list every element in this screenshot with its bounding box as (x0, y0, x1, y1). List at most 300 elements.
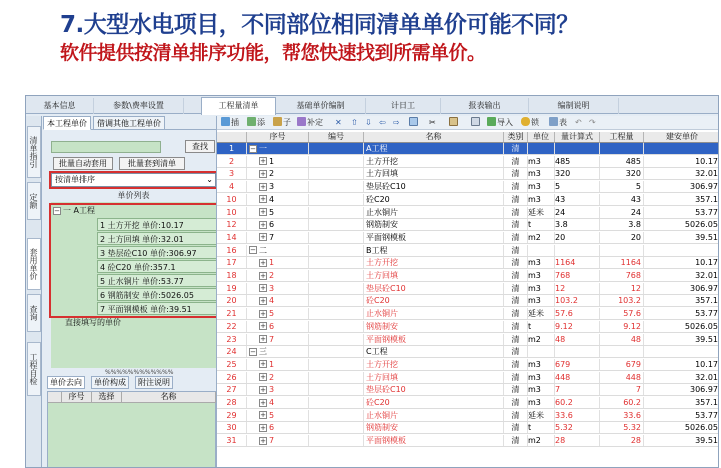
cell-f[interactable]: 103.2 (555, 295, 600, 306)
expand-icon[interactable]: + (260, 258, 266, 267)
cell-name[interactable]: 垫层砼C10 (364, 283, 504, 294)
cell-unit[interactable]: m3 (528, 384, 555, 395)
tab-price-usage[interactable]: 单价去向 (47, 376, 85, 389)
batch-apply-to-list-button[interactable]: 批量套到清单 (119, 157, 185, 170)
cell-seq[interactable]: + 7 (247, 334, 309, 345)
cell-name[interactable]: 土方回填 (364, 372, 504, 383)
cell-name[interactable]: 止水铜片 (364, 308, 504, 319)
cell-n: 12 (217, 219, 247, 230)
move-up-icon[interactable]: ⇧ (351, 118, 358, 127)
cell-f[interactable]: 7 (555, 384, 600, 395)
cell-f[interactable]: 28 (555, 435, 600, 446)
cell-cat[interactable]: 清 (504, 422, 528, 433)
cell-cat[interactable]: 清 (504, 245, 528, 256)
cell-seq[interactable]: + 6 (247, 422, 309, 433)
table-row[interactable] (217, 397, 719, 409)
table-row[interactable] (217, 245, 719, 257)
cell-q[interactable]: 3.8 (600, 219, 644, 230)
cell-q[interactable]: 33.6 (600, 410, 644, 421)
cell-f[interactable]: 9.12 (555, 321, 600, 332)
cell-seq[interactable]: + 7 (247, 232, 309, 243)
cell-p[interactable]: 5026.05 (644, 422, 719, 433)
vtab-apply-price[interactable]: 套用单价 (27, 238, 41, 290)
cell-p[interactable]: 39.51 (644, 232, 719, 243)
expand-icon[interactable]: + (260, 423, 266, 432)
cell-seq[interactable]: + 4 (247, 194, 309, 205)
expand-icon[interactable]: + (260, 436, 266, 445)
table-row[interactable] (217, 207, 719, 219)
cell-seq[interactable]: − 二 (247, 245, 309, 256)
cell-cat[interactable]: 清 (504, 410, 528, 421)
cell-code[interactable] (309, 308, 364, 319)
cell-name[interactable]: 土方开挖 (364, 257, 504, 268)
collapse-icon[interactable]: − (250, 246, 256, 255)
cell-p[interactable]: 306.97 (644, 283, 719, 294)
cell-q[interactable]: 12 (600, 283, 644, 294)
cell-p[interactable]: 5026.05 (644, 219, 719, 230)
tree-item[interactable]: 1 土方开挖 单价:10.17 (97, 218, 220, 231)
redo-icon[interactable]: ↷ (589, 118, 596, 127)
cell-f[interactable]: 679 (555, 359, 600, 370)
cell-code[interactable] (309, 410, 364, 421)
tb-lock[interactable]: 锁 (521, 117, 539, 129)
splitter-handle[interactable]: %%%%%%%%%%%% (105, 369, 174, 376)
find-button[interactable]: 查找 (185, 140, 215, 153)
cell-name[interactable]: 钢筋制安 (364, 321, 504, 332)
cell-f[interactable]: 12 (555, 283, 600, 294)
table-row[interactable] (217, 295, 719, 307)
vtab-quota[interactable]: 定额 (27, 182, 41, 220)
cell-unit[interactable]: 延米 (528, 308, 555, 319)
cell-f[interactable]: 48 (555, 334, 600, 345)
cell-cat[interactable]: 清 (504, 232, 528, 243)
cell-name[interactable]: 砼C20 (364, 295, 504, 306)
search-input[interactable] (51, 141, 161, 153)
cell-f[interactable]: 1164 (555, 257, 600, 268)
cell-q[interactable]: 20 (600, 232, 644, 243)
collapse-icon[interactable]: − (54, 206, 60, 215)
cell-p[interactable]: 357.1 (644, 295, 719, 306)
tab-price-composition[interactable]: 单价构成 (91, 376, 129, 389)
cell-n: 21 (217, 308, 247, 319)
cell-unit[interactable]: 延米 (528, 410, 555, 421)
cell-name[interactable]: 平面钢模板 (364, 334, 504, 345)
cell-code[interactable] (309, 257, 364, 268)
expand-icon[interactable]: + (260, 284, 266, 293)
cell-p[interactable] (644, 143, 719, 154)
cell-f[interactable]: 33.6 (555, 410, 600, 421)
tree-item[interactable]: 7 平面钢模板 单价:39.51 (97, 302, 220, 315)
table-row[interactable] (217, 346, 719, 358)
cell-cat[interactable]: 清 (504, 308, 528, 319)
price-list-header: 单价列表 (117, 191, 150, 200)
cell-code[interactable] (309, 346, 364, 357)
tb-supplement[interactable]: 补定 (297, 117, 323, 129)
cell-q[interactable]: 5 (600, 181, 644, 192)
cell-p[interactable]: 32.01 (644, 168, 719, 179)
cell-seq[interactable]: + 3 (247, 384, 309, 395)
expand-icon[interactable]: + (260, 208, 266, 216)
cell-p[interactable]: 32.01 (644, 372, 719, 383)
cell-f[interactable]: 24 (555, 207, 600, 218)
expand-icon[interactable]: + (260, 169, 266, 178)
cell-unit[interactable]: m3 (528, 359, 555, 370)
tb-child[interactable]: 子 (273, 117, 291, 129)
cell-q[interactable]: 768 (600, 270, 644, 281)
cell-q[interactable]: 320 (600, 168, 644, 179)
cell-name[interactable]: 砼C20 (364, 397, 504, 408)
cell-f[interactable] (555, 245, 600, 256)
cell-seq[interactable]: + 2 (247, 270, 309, 281)
cell-code[interactable] (309, 334, 364, 345)
cell-f[interactable]: 5 (555, 181, 600, 192)
tb-add[interactable]: 添 (247, 117, 265, 129)
cell-cat[interactable]: 清 (504, 346, 528, 357)
cell-f[interactable]: 768 (555, 270, 600, 281)
cell-n: 31 (217, 435, 247, 446)
cell-name[interactable]: 垫层砼C10 (364, 181, 504, 192)
cell-q[interactable] (600, 245, 644, 256)
tb-insert[interactable]: 插 (221, 117, 239, 129)
tab-notes[interactable]: 编制说明 (529, 98, 619, 114)
vtab-self-check[interactable]: 工程自检 (27, 342, 41, 396)
cell-q[interactable]: 5.32 (600, 422, 644, 433)
cell-p[interactable]: 32.01 (644, 270, 719, 281)
copy-icon[interactable] (409, 117, 419, 129)
cell-cat[interactable]: 清 (504, 143, 528, 154)
cell-q[interactable]: 24 (600, 207, 644, 218)
expand-icon[interactable]: + (260, 335, 266, 343)
cell-code[interactable] (309, 321, 364, 332)
cell-code[interactable] (309, 359, 364, 370)
cell-seq[interactable]: + 3 (247, 283, 309, 294)
cell-cat[interactable]: 清 (504, 168, 528, 179)
table-row[interactable] (217, 194, 719, 206)
cell-name[interactable]: 止水铜片 (364, 207, 504, 218)
tab-attached-notes[interactable]: 附注说明 (135, 376, 173, 389)
move-down-icon[interactable]: ⇩ (365, 118, 372, 127)
table-row[interactable] (217, 410, 719, 422)
tree-direct-prices[interactable]: 直接填写的单价 (65, 318, 121, 327)
cell-n: 14 (217, 232, 247, 243)
delete-icon[interactable]: ✕ (335, 118, 342, 127)
expand-icon[interactable]: + (260, 373, 266, 382)
cell-name[interactable]: 垫层砼C10 (364, 384, 504, 395)
cut-icon[interactable]: ✂ (429, 118, 436, 127)
cell-code[interactable] (309, 283, 364, 294)
tab-basic-info[interactable]: 基本信息 (26, 98, 94, 114)
cell-name[interactable]: 砼C20 (364, 194, 504, 205)
table-row[interactable] (217, 156, 719, 168)
cell-code[interactable] (309, 207, 364, 218)
table-row[interactable] (217, 219, 719, 231)
cell-p[interactable]: 10.17 (644, 359, 719, 370)
expand-icon[interactable]: + (260, 296, 266, 305)
cell-p[interactable]: 5026.05 (644, 321, 719, 332)
cell-seq[interactable]: + 5 (247, 308, 309, 319)
table-row[interactable] (217, 334, 719, 346)
expand-icon[interactable]: + (260, 385, 266, 394)
cell-cat[interactable]: 清 (504, 219, 528, 230)
expand-icon[interactable]: + (260, 233, 266, 242)
cell-q[interactable]: 9.12 (600, 321, 644, 332)
cell-unit[interactable]: m3 (528, 194, 555, 205)
paste-icon[interactable] (449, 117, 459, 129)
expand-icon[interactable]: + (260, 271, 266, 280)
cell-seq[interactable]: + 7 (247, 435, 309, 446)
cell-code[interactable] (309, 143, 364, 154)
cell-q[interactable]: 28 (600, 435, 644, 446)
cell-seq[interactable]: + 1 (247, 257, 309, 268)
tree-item[interactable]: 5 止水铜片 单价:53.77 (97, 274, 220, 287)
expand-icon[interactable]: + (260, 398, 266, 407)
batch-auto-apply-button[interactable]: 批量自动套用 (53, 157, 113, 170)
cell-cat[interactable]: 清 (504, 207, 528, 218)
cell-f[interactable]: 20 (555, 232, 600, 243)
cell-p[interactable]: 306.97 (644, 384, 719, 395)
table-row[interactable] (217, 283, 719, 295)
tab-params[interactable]: 参数\费率设置 (94, 98, 184, 114)
cell-seq[interactable]: + 2 (247, 168, 309, 179)
cell-code[interactable] (309, 219, 364, 230)
cell-f[interactable]: 485 (555, 156, 600, 167)
cell-q[interactable]: 103.2 (600, 295, 644, 306)
cell-f[interactable] (555, 143, 600, 154)
tb-table[interactable]: 表 (549, 117, 567, 129)
cell-p[interactable] (644, 245, 719, 256)
tree-item[interactable]: 6 钢筋制安 单价:5026.05 (97, 288, 220, 301)
cell-unit[interactable]: m2 (528, 435, 555, 446)
table-row[interactable] (217, 143, 719, 155)
cell-p[interactable]: 357.1 (644, 397, 719, 408)
cell-p[interactable]: 306.97 (644, 181, 719, 192)
cell-cat[interactable]: 清 (504, 359, 528, 370)
cell-unit[interactable] (528, 245, 555, 256)
expand-icon[interactable]: + (260, 182, 266, 191)
expand-icon[interactable]: + (260, 309, 266, 318)
cell-cat[interactable]: 清 (504, 295, 528, 306)
cell-name[interactable]: 土方回填 (364, 270, 504, 281)
move-left-icon[interactable]: ⇦ (379, 118, 386, 127)
cell-code[interactable] (309, 168, 364, 179)
cell-seq[interactable]: + 6 (247, 321, 309, 332)
table-row[interactable] (217, 232, 719, 244)
tab-project-prices[interactable]: 本工程单价 (43, 116, 91, 130)
table-row[interactable] (217, 321, 719, 333)
cell-seq[interactable]: + 4 (247, 295, 309, 306)
table-row[interactable] (217, 308, 719, 320)
table-row[interactable] (217, 168, 719, 180)
cell-p[interactable]: 10.17 (644, 156, 719, 167)
cell-code[interactable] (309, 156, 364, 167)
cell-q[interactable]: 448 (600, 372, 644, 383)
cell-cat[interactable]: 清 (504, 372, 528, 383)
cell-unit[interactable]: m3 (528, 156, 555, 167)
tab-base-price[interactable]: 基础单价编制 (276, 98, 366, 114)
col-category: 类别 (504, 132, 528, 143)
undo-icon[interactable]: ↶ (575, 118, 582, 127)
table-row[interactable] (217, 384, 719, 396)
tab-report[interactable]: 报表输出 (441, 98, 529, 114)
cell-cat[interactable]: 清 (504, 181, 528, 192)
cell-seq[interactable]: + 1 (247, 359, 309, 370)
cell-name[interactable]: 土方开挖 (364, 156, 504, 167)
usage-grid (47, 391, 216, 468)
tree-item[interactable]: 3 垫层砼C10 单价:306.97 (97, 246, 220, 259)
cell-f[interactable]: 43 (555, 194, 600, 205)
move-right-icon[interactable]: ⇨ (393, 118, 400, 127)
cell-cat[interactable]: 清 (504, 283, 528, 294)
cell-unit[interactable]: m3 (528, 397, 555, 408)
cell-q[interactable]: 60.2 (600, 397, 644, 408)
cell-seq[interactable]: + 5 (247, 410, 309, 421)
cell-seq[interactable]: − 一 (247, 143, 309, 154)
cell-code[interactable] (309, 295, 364, 306)
expand-icon[interactable]: + (260, 195, 266, 204)
cell-unit[interactable]: 延米 (528, 207, 555, 218)
table-row[interactable] (217, 359, 719, 371)
cell-unit[interactable]: m2 (528, 232, 555, 243)
tree-item[interactable]: 4 砼C20 单价:357.1 (97, 260, 220, 273)
expand-icon[interactable]: + (260, 220, 266, 229)
cell-unit[interactable]: m3 (528, 295, 555, 306)
vtab-query[interactable]: 查询 (27, 294, 41, 332)
tb-import[interactable]: 导入 (487, 117, 513, 129)
cell-code[interactable] (309, 245, 364, 256)
grid-icon[interactable] (471, 117, 481, 129)
cell-q[interactable]: 1164 (600, 257, 644, 268)
cell-name[interactable]: 土方回填 (364, 168, 504, 179)
cell-seq[interactable]: + 3 (247, 181, 309, 192)
tab-daywork[interactable]: 计日工 (366, 98, 441, 114)
lock-icon (521, 117, 530, 126)
table-row[interactable] (217, 422, 719, 434)
cell-n: 29 (217, 410, 247, 421)
cell-unit[interactable]: m3 (528, 372, 555, 383)
cell-code[interactable] (309, 435, 364, 446)
table-row[interactable] (217, 257, 719, 269)
table-row[interactable] (217, 270, 719, 282)
cell-unit[interactable] (528, 143, 555, 154)
cell-q[interactable]: 679 (600, 359, 644, 370)
cell-name[interactable]: 钢筋制安 (364, 422, 504, 433)
cell-code[interactable] (309, 194, 364, 205)
cell-f[interactable]: 60.2 (555, 397, 600, 408)
cell-cat[interactable]: 清 (504, 257, 528, 268)
expand-icon[interactable]: + (260, 322, 266, 331)
cell-name[interactable]: B工程 (364, 245, 504, 256)
tab-borrow-prices[interactable]: 借调其他工程单价 (93, 116, 165, 130)
cell-f[interactable] (555, 346, 600, 357)
cell-code[interactable] (309, 181, 364, 192)
cell-cat[interactable]: 清 (504, 334, 528, 345)
cell-f[interactable]: 3.8 (555, 219, 600, 230)
cell-seq[interactable]: − 三 (247, 346, 309, 357)
cell-unit[interactable]: m3 (528, 168, 555, 179)
cell-q[interactable]: 43 (600, 194, 644, 205)
cell-p[interactable] (644, 346, 719, 357)
cell-name[interactable]: A工程 (364, 143, 504, 154)
tree-group-a[interactable]: − 一 A工程 (54, 206, 96, 215)
cell-q[interactable]: 48 (600, 334, 644, 345)
cell-name[interactable]: 平面钢模板 (364, 232, 504, 243)
cell-cat[interactable]: 清 (504, 397, 528, 408)
cell-unit[interactable]: t (528, 219, 555, 230)
tab-bill[interactable]: 工程量清单 (201, 97, 276, 115)
table-row[interactable] (217, 435, 719, 447)
cell-cat[interactable]: 清 (504, 384, 528, 395)
table-row[interactable] (217, 372, 719, 384)
cell-code[interactable] (309, 422, 364, 433)
cell-name[interactable]: 钢筋制安 (364, 219, 504, 230)
vtab-guide[interactable]: 清单指引 (27, 126, 41, 178)
cell-unit[interactable]: m2 (528, 334, 555, 345)
cell-code[interactable] (309, 270, 364, 281)
expand-icon[interactable]: + (260, 411, 266, 420)
cell-code[interactable] (309, 372, 364, 383)
cell-p[interactable]: 53.77 (644, 207, 719, 218)
cell-seq[interactable]: + 5 (247, 207, 309, 218)
cell-q[interactable]: 57.6 (600, 308, 644, 319)
cell-unit[interactable]: m3 (528, 283, 555, 294)
cell-unit[interactable] (528, 346, 555, 357)
tree-item[interactable]: 2 土方回填 单价:32.01 (97, 232, 220, 245)
cell-f[interactable]: 5.32 (555, 422, 600, 433)
cell-p[interactable]: 357.1 (644, 194, 719, 205)
table-row[interactable] (217, 181, 719, 193)
cell-cat[interactable]: 清 (504, 321, 528, 332)
cell-unit[interactable]: t (528, 321, 555, 332)
cell-cat[interactable]: 清 (504, 270, 528, 281)
cell-unit[interactable]: m3 (528, 181, 555, 192)
cell-p[interactable]: 39.51 (644, 334, 719, 345)
cell-seq[interactable]: + 1 (247, 156, 309, 167)
cell-name[interactable]: 土方开挖 (364, 359, 504, 370)
collapse-icon[interactable]: − (250, 144, 256, 153)
cell-q[interactable]: 485 (600, 156, 644, 167)
expand-icon[interactable]: + (260, 157, 266, 166)
cell-name[interactable]: 平面钢模板 (364, 435, 504, 446)
collapse-icon[interactable]: − (250, 347, 256, 356)
cell-p[interactable]: 53.77 (644, 410, 719, 421)
cell-q[interactable] (600, 346, 644, 357)
cell-n: 2 (217, 156, 247, 167)
cell-p[interactable]: 39.51 (644, 435, 719, 446)
cell-cat[interactable]: 清 (504, 194, 528, 205)
cell-q[interactable]: 7 (600, 384, 644, 395)
cell-name[interactable]: C工程 (364, 346, 504, 357)
expand-icon[interactable]: + (260, 360, 266, 369)
cell-seq[interactable]: + 4 (247, 397, 309, 408)
cell-code[interactable] (309, 397, 364, 408)
cell-cat[interactable]: 清 (504, 156, 528, 167)
cell-seq[interactable]: + 2 (247, 372, 309, 383)
cell-code[interactable] (309, 384, 364, 395)
cell-unit[interactable]: m3 (528, 270, 555, 281)
cell-seq[interactable]: + 6 (247, 219, 309, 230)
cell-f[interactable]: 320 (555, 168, 600, 179)
cell-f[interactable]: 57.6 (555, 308, 600, 319)
cell-p[interactable]: 10.17 (644, 257, 719, 268)
cell-name[interactable]: 止水铜片 (364, 410, 504, 421)
cell-cat[interactable]: 清 (504, 435, 528, 446)
cell-code[interactable] (309, 232, 364, 243)
cell-f[interactable]: 448 (555, 372, 600, 383)
cell-p[interactable]: 53.77 (644, 308, 719, 319)
cell-unit[interactable]: t (528, 422, 555, 433)
cell-unit[interactable]: m3 (528, 257, 555, 268)
cell-q[interactable] (600, 143, 644, 154)
